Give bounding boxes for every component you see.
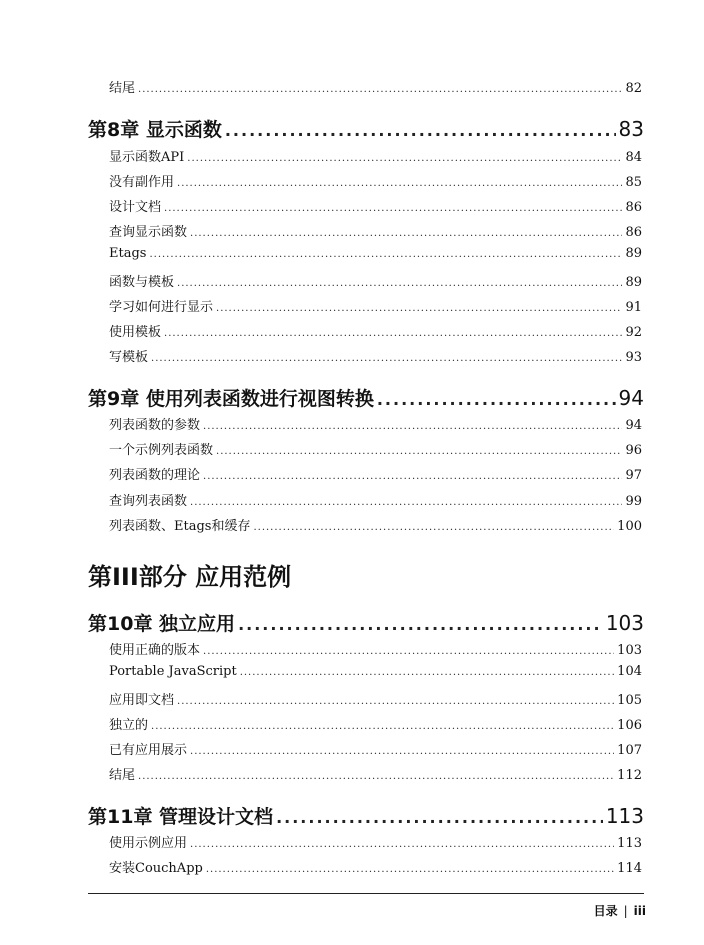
toc-entry-page: 91 bbox=[625, 300, 642, 315]
toc-entry bbox=[109, 296, 642, 315]
toc-entry bbox=[109, 346, 642, 365]
toc-entry-page: 99 bbox=[625, 494, 642, 509]
dot-leader bbox=[177, 696, 614, 707]
dot-leader bbox=[177, 178, 622, 189]
toc-entry bbox=[109, 271, 642, 290]
chapter-heading bbox=[88, 115, 644, 142]
chapter-heading bbox=[88, 384, 644, 411]
toc-entry bbox=[109, 321, 642, 340]
toc-entry bbox=[109, 490, 642, 509]
toc-entry bbox=[109, 832, 642, 851]
toc-entry bbox=[109, 689, 642, 708]
dot-leader bbox=[225, 121, 616, 140]
toc-entry-title: 学习如何进行显示 bbox=[109, 300, 214, 315]
dot-leader bbox=[151, 721, 614, 732]
dot-leader bbox=[151, 353, 622, 364]
toc-entry bbox=[109, 196, 642, 215]
toc-entry-page: 96 bbox=[625, 443, 642, 458]
toc-entry-title: 列表函数的参数 bbox=[109, 418, 201, 433]
toc-entry bbox=[109, 664, 642, 679]
dot-leader bbox=[149, 249, 622, 260]
dot-leader bbox=[177, 278, 622, 289]
toc-entry-title: 结尾 bbox=[109, 768, 136, 783]
dot-leader bbox=[190, 228, 622, 239]
footer-label: 目录 bbox=[593, 904, 618, 918]
toc-entry-page: 112 bbox=[617, 768, 642, 783]
toc-entry bbox=[109, 464, 642, 483]
toc-entry-page: 105 bbox=[617, 693, 642, 708]
toc-entry-page: 94 bbox=[625, 418, 642, 433]
dot-leader bbox=[138, 84, 622, 95]
toc-entry-page: 106 bbox=[617, 718, 642, 733]
chapter-page: 83 bbox=[618, 117, 644, 141]
toc-entry-page: 86 bbox=[625, 200, 642, 215]
chapter-title: 第9章 使用列表函数进行视图转换 bbox=[88, 388, 374, 410]
page-footer bbox=[594, 902, 646, 919]
toc-entry-title: 查询列表函数 bbox=[109, 494, 188, 509]
toc-entry-title: 显示函数API bbox=[109, 150, 185, 165]
toc-entry-page: 113 bbox=[617, 836, 642, 851]
toc-entry-page: 85 bbox=[625, 175, 642, 190]
toc-entry-page: 100 bbox=[617, 519, 642, 534]
dot-leader bbox=[203, 646, 614, 657]
dot-leader bbox=[190, 497, 622, 508]
toc-entry-page: 93 bbox=[625, 350, 642, 365]
toc-entry-page: 104 bbox=[617, 664, 642, 679]
dot-leader bbox=[206, 864, 614, 875]
toc-entry bbox=[109, 439, 642, 458]
toc-entry-title: 函数与模板 bbox=[109, 275, 175, 290]
toc-entry-page: 89 bbox=[625, 246, 642, 261]
dot-leader bbox=[164, 328, 622, 339]
toc-entry-page: 107 bbox=[617, 743, 642, 758]
toc-entry-title: 没有副作用 bbox=[109, 175, 175, 190]
toc-entry-page: 89 bbox=[625, 275, 642, 290]
toc-entry-page: 97 bbox=[625, 468, 642, 483]
dot-leader bbox=[164, 203, 622, 214]
toc-entry bbox=[109, 221, 642, 240]
toc-entry bbox=[109, 171, 642, 190]
chapter-title: 第10章 独立应用 bbox=[88, 613, 236, 635]
chapter-title: 第8章 显示函数 bbox=[88, 119, 222, 141]
toc-entry-title: 应用即文档 bbox=[109, 693, 175, 708]
toc-entry bbox=[109, 77, 642, 96]
dot-leader bbox=[238, 615, 603, 634]
toc-entry bbox=[109, 414, 642, 433]
toc-entry-title: Etags bbox=[109, 246, 147, 261]
toc-entry-title: 使用模板 bbox=[109, 325, 162, 340]
dot-leader bbox=[203, 471, 622, 482]
dot-leader bbox=[138, 771, 614, 782]
toc-entry-title: 列表函数、Etags和缓存 bbox=[109, 519, 251, 534]
toc-entry bbox=[109, 146, 642, 165]
toc-entry-title: 设计文档 bbox=[109, 200, 162, 215]
chapter-page: 94 bbox=[618, 386, 644, 410]
toc-entry-page: 84 bbox=[625, 150, 642, 165]
toc-entry bbox=[109, 639, 642, 658]
dot-leader bbox=[187, 153, 622, 164]
toc-entry-page: 82 bbox=[625, 81, 642, 96]
toc-entry bbox=[109, 739, 642, 758]
toc-entry bbox=[109, 515, 642, 534]
toc-entry-title: 写模板 bbox=[109, 350, 149, 365]
toc-entry bbox=[109, 857, 642, 876]
dot-leader bbox=[276, 808, 603, 827]
dot-leader bbox=[203, 421, 622, 432]
toc-entry-title: 安装CouchApp bbox=[109, 861, 203, 876]
toc-entry-title: 一个示例列表函数 bbox=[109, 443, 214, 458]
footer-separator: | bbox=[623, 904, 628, 918]
chapter-heading bbox=[88, 609, 644, 636]
chapter-heading bbox=[88, 802, 644, 829]
dot-leader bbox=[240, 667, 614, 678]
toc-entry-title: 独立的 bbox=[109, 718, 149, 733]
toc-entry bbox=[109, 246, 642, 261]
footer-divider bbox=[88, 893, 644, 894]
chapter-page: 113 bbox=[605, 804, 644, 828]
toc-entry-page: 114 bbox=[617, 861, 642, 876]
dot-leader bbox=[190, 839, 614, 850]
dot-leader bbox=[190, 746, 614, 757]
toc-entry-title: 使用正确的版本 bbox=[109, 643, 201, 658]
toc-entry-title: 结尾 bbox=[109, 81, 136, 96]
chapter-page: 103 bbox=[605, 611, 644, 635]
toc-entry-title: 列表函数的理论 bbox=[109, 468, 201, 483]
toc-entry-page: 92 bbox=[625, 325, 642, 340]
chapter-title: 第11章 管理设计文档 bbox=[88, 806, 274, 828]
footer-page-number: iii bbox=[633, 904, 646, 918]
part-heading: 第III部分 应用范例 bbox=[88, 563, 292, 591]
dot-leader bbox=[216, 446, 622, 457]
toc-entry-title: 使用示例应用 bbox=[109, 836, 188, 851]
toc-entry bbox=[109, 764, 642, 783]
toc-entry-page: 103 bbox=[617, 643, 642, 658]
dot-leader bbox=[253, 522, 614, 533]
dot-leader bbox=[377, 390, 616, 409]
toc-entry-title: 已有应用展示 bbox=[109, 743, 188, 758]
dot-leader bbox=[216, 303, 622, 314]
toc-entry-title: Portable JavaScript bbox=[109, 664, 237, 679]
toc-entry-title: 查询显示函数 bbox=[109, 225, 188, 240]
toc-entry bbox=[109, 714, 642, 733]
toc-entry-page: 86 bbox=[625, 225, 642, 240]
